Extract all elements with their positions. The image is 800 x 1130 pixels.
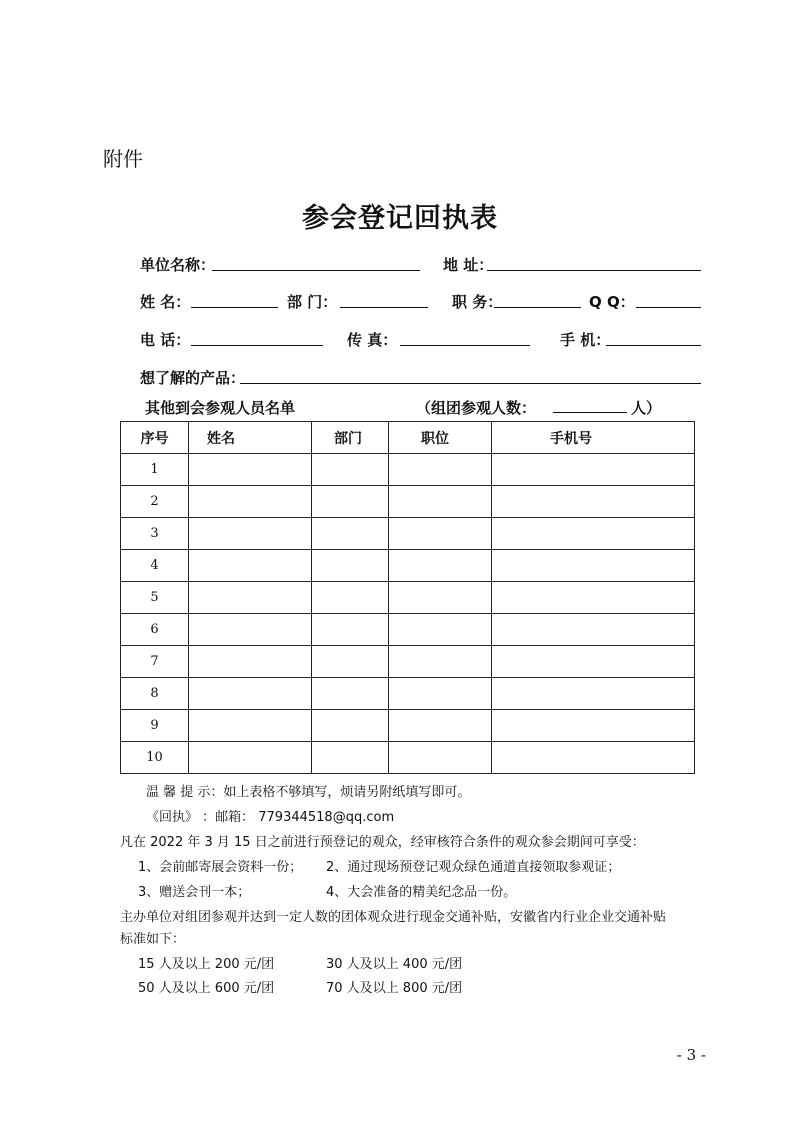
cell-dept[interactable] [312,710,389,742]
table-row [121,646,695,678]
cell-mobile[interactable] [492,486,695,518]
cell-name[interactable] [189,550,312,582]
page-number: - 3 - [676,1046,706,1064]
table-header-row [121,422,695,454]
header-seq: 序号 [121,422,189,454]
table-row [121,710,695,742]
unit-name-field[interactable] [212,270,420,271]
qq-field[interactable] [636,307,701,308]
cell-name[interactable] [189,742,312,774]
qq-label: Q Q： [589,293,635,311]
unit-name-label: 单位名称： [140,256,216,274]
position-field[interactable] [494,307,581,308]
group-count-prefix: （组团参观人数： [416,399,537,417]
cell-dept[interactable] [312,518,389,550]
cell-name[interactable] [189,518,312,550]
cell-position[interactable] [389,614,492,646]
cell-name[interactable] [189,486,312,518]
cell-name[interactable] [189,678,312,710]
subsidy-line-1: 主办单位对组团参观并达到一定人数的团体观众进行现金交通补贴，安徽省内行业企业交通补贴 [120,910,667,925]
cell-mobile[interactable] [492,518,695,550]
mobile-field[interactable] [606,345,701,346]
benefit-1: 1、会前邮寄展会资料一份； [138,860,303,875]
cell-mobile[interactable] [492,614,695,646]
benefit-2: 2、通过现场预登记观众绿色通道直接领取参观证； [326,860,621,875]
benefit-3: 3、赠送会刊一本； [138,885,251,900]
fax-label: 传 真： [347,331,398,349]
cell-mobile[interactable] [492,678,695,710]
cell-mobile[interactable] [492,742,695,774]
address-field[interactable] [487,270,701,271]
cell-seq: 5 [121,582,189,614]
subsidy-line-2: 标准如下： [120,932,186,947]
cell-dept[interactable] [312,486,389,518]
table-row [121,582,695,614]
header-name: 姓名 [189,422,312,454]
mobile-label: 手 机： [560,331,611,349]
cell-seq: 9 [121,710,189,742]
cell-name[interactable] [189,710,312,742]
attachment-label: 附件 [103,147,143,171]
department-label: 部 门： [287,293,338,311]
phone-label: 电 话： [140,331,191,349]
subsidy-tier-2: 30 人及以上 400 元/团 [326,957,463,972]
table-row [121,678,695,710]
cell-seq: 3 [121,518,189,550]
group-count-suffix: 人） [631,399,662,417]
cell-position[interactable] [389,710,492,742]
benefit-intro: 凡在 2022 年 3 月 15 日之前进行预登记的观众，经审核符合条件的观众参会期间可享受： [120,835,645,850]
name-field[interactable] [191,307,278,308]
phone-field[interactable] [191,345,323,346]
cell-mobile[interactable] [492,710,695,742]
cell-seq: 1 [121,454,189,486]
cell-position[interactable] [389,486,492,518]
table-row [121,518,695,550]
table-row [121,614,695,646]
cell-name[interactable] [189,614,312,646]
cell-dept[interactable] [312,550,389,582]
cell-position[interactable] [389,518,492,550]
header-position: 职位 [389,422,492,454]
cell-position[interactable] [389,646,492,678]
list-heading: 其他到会参观人员名单 [145,399,296,417]
table-row [121,454,695,486]
position-label: 职 务： [452,293,503,311]
name-label: 姓 名： [140,293,191,311]
cell-mobile[interactable] [492,550,695,582]
tip-note: 温 馨 提 示：如上表格不够填写，烦请另附纸填写即可。 [146,785,471,800]
table-row [121,486,695,518]
cell-seq: 7 [121,646,189,678]
subsidy-tier-3: 50 人及以上 600 元/团 [138,981,275,996]
cell-seq: 4 [121,550,189,582]
cell-position[interactable] [389,454,492,486]
cell-seq: 6 [121,614,189,646]
subsidy-tier-4: 70 人及以上 800 元/团 [326,981,463,996]
cell-position[interactable] [389,742,492,774]
cell-dept[interactable] [312,646,389,678]
reply-email: 《回执》 ：邮箱： 779344518@qq.com [146,810,395,825]
cell-mobile[interactable] [492,454,695,486]
benefit-4: 4、大会准备的精美纪念品一份。 [326,885,517,900]
department-field[interactable] [340,307,428,308]
subsidy-tier-1: 15 人及以上 200 元/团 [138,957,275,972]
cell-dept[interactable] [312,614,389,646]
table-row [121,742,695,774]
cell-dept[interactable] [312,582,389,614]
cell-dept[interactable] [312,678,389,710]
cell-mobile[interactable] [492,646,695,678]
cell-name[interactable] [189,646,312,678]
cell-dept[interactable] [312,742,389,774]
form-title: 参会登记回执表 [302,203,498,234]
cell-name[interactable] [189,582,312,614]
cell-seq: 10 [121,742,189,774]
table-row [121,550,695,582]
group-count-field[interactable] [553,412,627,413]
products-label: 想了解的产品： [140,369,246,387]
attendee-table [120,421,695,774]
cell-name[interactable] [189,454,312,486]
fax-field[interactable] [400,345,530,346]
cell-position[interactable] [389,550,492,582]
address-label: 地 址： [443,256,494,274]
cell-seq: 2 [121,486,189,518]
header-mobile: 手机号 [492,422,695,454]
cell-position[interactable] [389,582,492,614]
cell-dept[interactable] [312,454,389,486]
products-field[interactable] [240,383,701,384]
cell-position[interactable] [389,678,492,710]
header-dept: 部门 [312,422,389,454]
cell-mobile[interactable] [492,582,695,614]
cell-seq: 8 [121,678,189,710]
